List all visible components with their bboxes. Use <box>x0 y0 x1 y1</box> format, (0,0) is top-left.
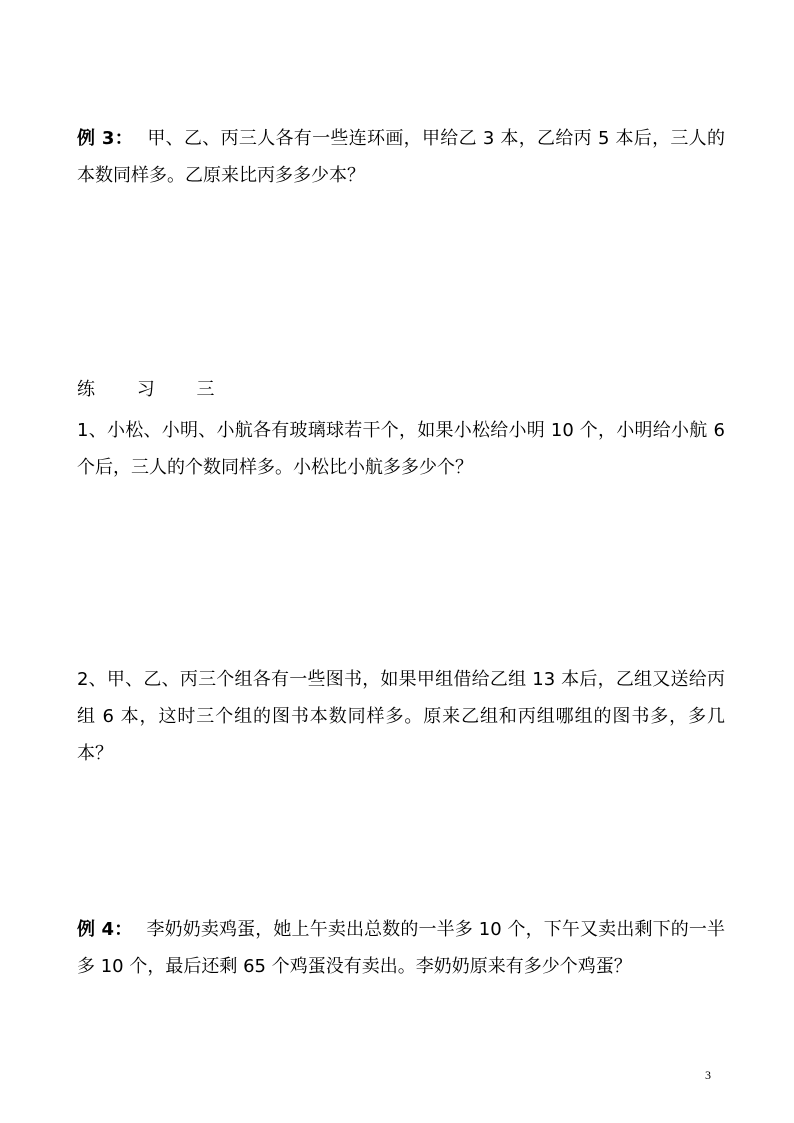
example-4-label: 例 4： <box>77 919 133 940</box>
page-number: 3 <box>705 1068 711 1082</box>
exercise-heading <box>77 371 725 408</box>
example-4 <box>77 911 725 985</box>
exercise-question-1 <box>77 412 725 486</box>
example-3-label: 例 3： <box>77 128 134 149</box>
exercise-question-2-text: 2、甲、乙、丙三个组各有一些图书，如果甲组借给乙组 13 本后，乙组又送给丙组 6 本，这时三个组的图书本数同样多。原来乙组和丙组哪组的图书多，多几本？ <box>77 669 725 764</box>
example-3-text: 甲、乙、丙三人各有一些连环画，甲给乙 3 本，乙给丙 5 本后，三人的本数同样多。乙原来比丙多多少本？ <box>77 128 725 186</box>
exercise-question-1-text: 1、小松、小明、小航各有玻璃球若干个，如果小松给小明 10 个，小明给小航 6 个后，三人的个数同样多。小松比小航多多少个？ <box>77 420 725 478</box>
exercise-heading-text: 练 习 三 <box>77 379 233 400</box>
example-3 <box>77 120 725 194</box>
example-4-text: 李奶奶卖鸡蛋，她上午卖出总数的一半多 10 个，下午又卖出剩下的一半多 10 个，最后还剩 65 个鸡蛋没有卖出。李奶奶原来有多少个鸡蛋？ <box>77 919 725 977</box>
exercise-question-2 <box>77 661 725 772</box>
